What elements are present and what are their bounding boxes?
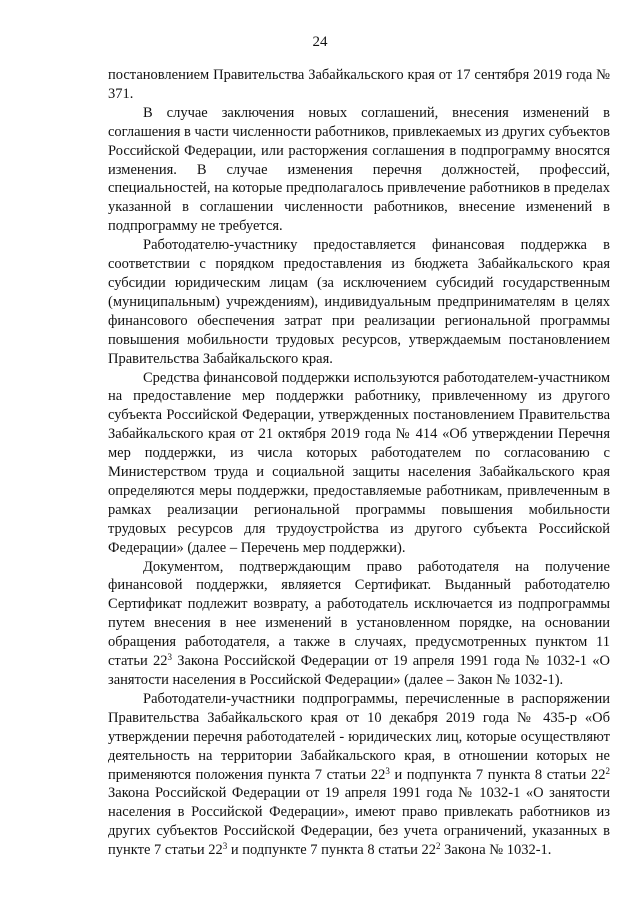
- text-run: Работодателю-участнику предоставляется финансовая поддержка в соответствии с порядком предоставления из бюджета Забайкальского края субсидии юридическим лицам (за исключением субсидий государственным (муниципальным) учреждениям), индивидуальным предпринимателям в целях финансового обеспечения затрат при реализации региональной программы повышения мобильности трудовых ресурсов, утверждаемым постановлением Правительства Забайкальского края.: [108, 237, 610, 367]
- text-run: Документом, подтверждающим право работодателя на получение финансовой поддержки, являяется Сертификат. Выданный работодателю Сертификат подлежит возврату, а работодатель исключается из подпрограммы путем внесения в нее изменений в установленном порядке, на основании обращения работодателя, а также в случаях, предусмотренных пунктом 11 статьи 22: [108, 558, 610, 670]
- text-run: В случае заключения новых соглашений, внесения изменений в соглашения в части численности работников, привлекаемых из других субъектов Российской Федерации, или расторжения соглашения в подпрограмму вносятся изменения. В случае изменения перечня должностей, профессий, специальностей, на которые предполагалось привлечение работников в пределах указанной в соглашении численности работников, внесение изменений в подпрограмму не требуется.: [108, 104, 610, 235]
- text-run: и подпункте 7 пункта 8 статьи 22: [227, 842, 437, 859]
- document-body: [108, 66, 610, 860]
- text-run: Закона Российской Федерации от 19 апреля 1991 года № 1032-1 «О занятости населения в Российской Федерации» (далее – Закон № 1032-1).: [108, 653, 610, 688]
- paragraph: [108, 690, 610, 860]
- text-run: постановлением Правительства Забайкальского края от 17 сентября 2019 года № 371.: [108, 67, 610, 102]
- paragraph: [108, 558, 610, 690]
- paragraph: [108, 236, 610, 368]
- superscript: 2: [436, 841, 441, 852]
- page-number: 24: [312, 34, 328, 50]
- superscript: 3: [167, 652, 172, 663]
- text-run: Закона № 1032-1.: [440, 842, 552, 859]
- paragraph: [108, 66, 610, 104]
- text-run: Средства финансовой поддержки используются работодателем-участником на предоставление мер поддержки работнику, привлеченному из другого субъекта Российской Федерации, утвержденных постановлением Правительства Забайкальского края от 21 октября 2019 года № 414 «Об утверждении Перечня мер поддержки, из числа которых работодателем по согласованию с Министерством труда и социальной защиты населения Забайкальского края определяются меры поддержки, предоставляемые работникам, привлеченным в рамках реализации региональной программы повышения мобильности трудовых ресурсов для трудоустройства из другого субъекта Российской Федерации» (далее – Перечень мер поддержки).: [108, 369, 610, 556]
- paragraph: [108, 369, 610, 558]
- paragraph: [108, 104, 610, 236]
- superscript: 2: [605, 765, 611, 776]
- text-run: Закона Российской Федерации от 19 апреля 1991 года № 1032-1 «О занятости населения в Российской Федерации», имеют право привлекать работников из других субъектов Российской Федерации, без учета ограничений, указанных в пункте 7 статьи 22: [108, 785, 610, 859]
- text-run: Работодатели-участники подпрограммы, перечисленные в распоряжении Правительства Забайкальского края от 10 декабря 2019 года № 435-р «Об утверждении перечня работодателей - юридических лиц, которые осуществляют деятельность на территории Забайкальского края, в отношении которых не применяются положения пункта 7 статьи 22: [108, 690, 610, 783]
- superscript: 3: [385, 765, 390, 776]
- superscript: 3: [222, 841, 228, 852]
- text-run: и подпункта 7 пункта 8 статьи 22: [389, 766, 606, 783]
